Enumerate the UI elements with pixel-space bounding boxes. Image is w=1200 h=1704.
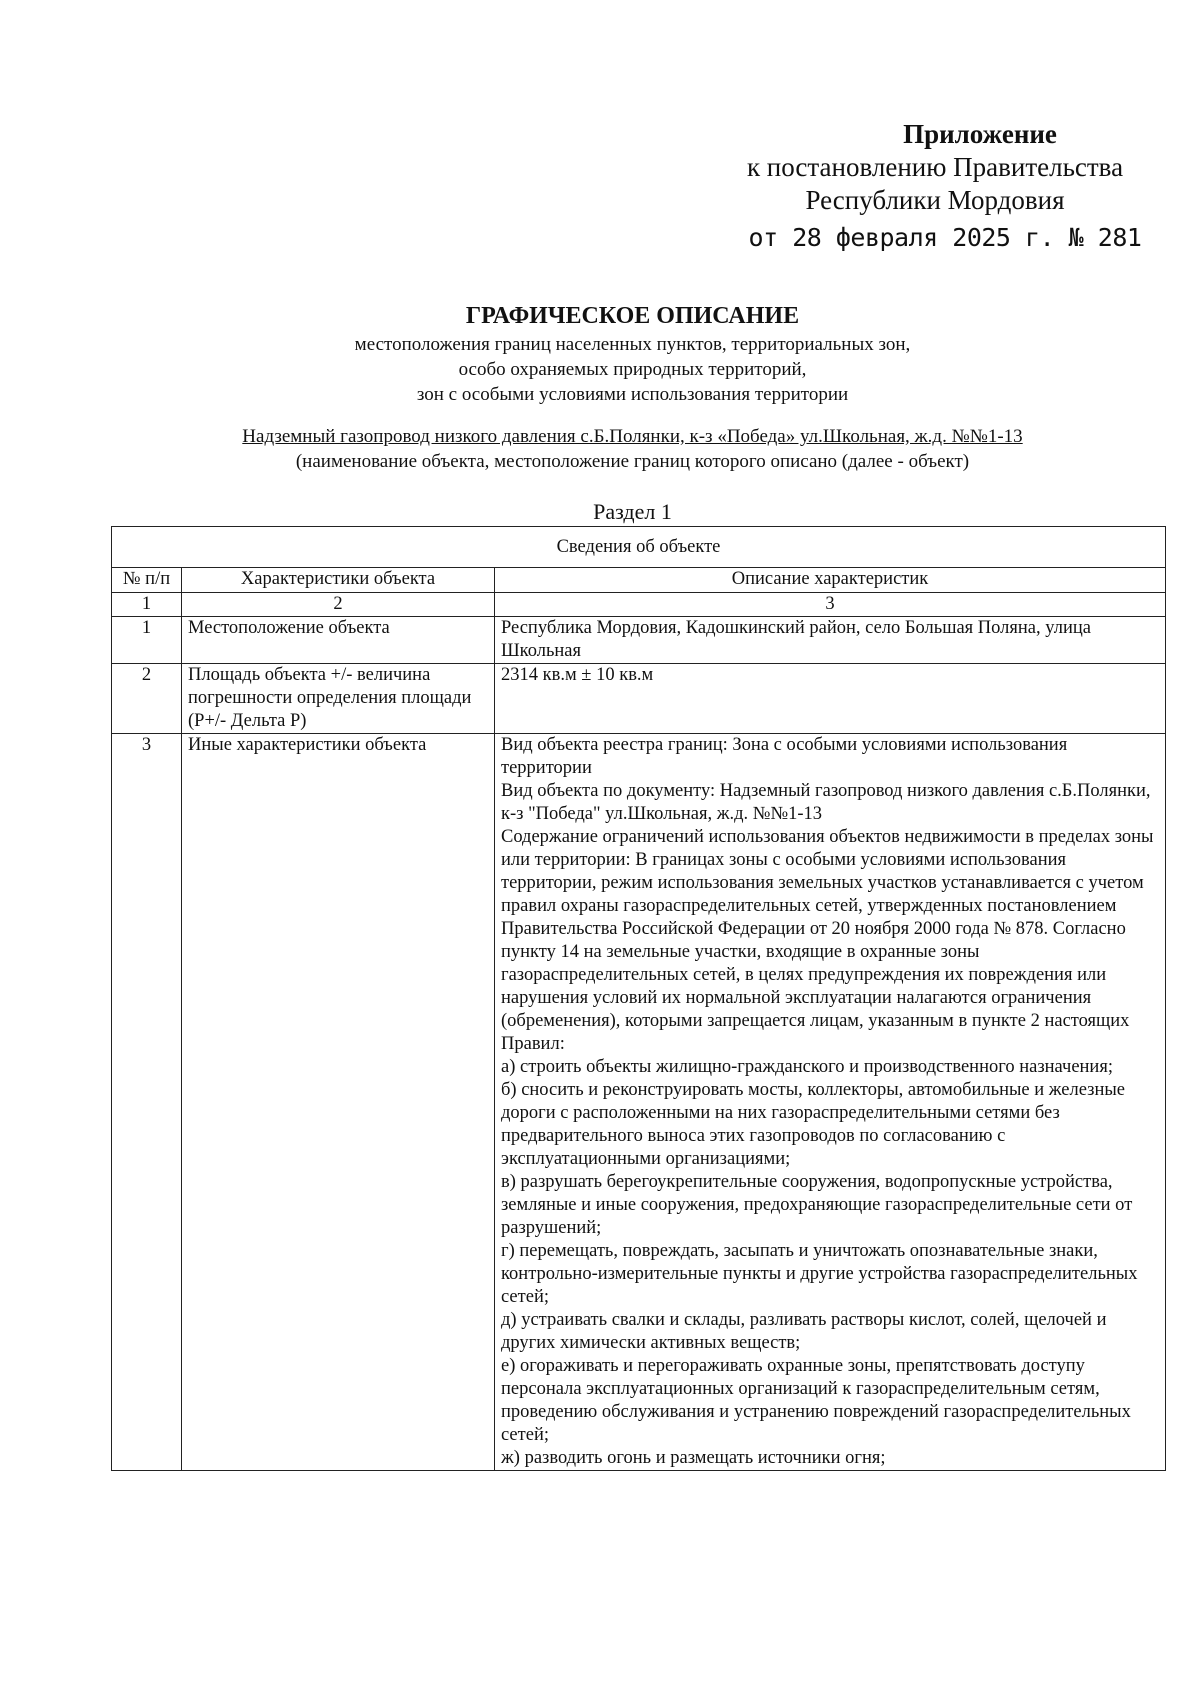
description-paragraph: в) разрушать берегоукрепительные сооружения, водопропускные устройства, земляные и иные сооружения, предохраняющие газораспределительные сети от разрушений;	[501, 1172, 1133, 1238]
description-paragraph: а) строить объекты жилищно-гражданского и производственного назначения;	[501, 1057, 1113, 1077]
appendix-date-line: от 28 февраля 2025 г. № 281	[748, 223, 1142, 252]
appendix-block	[700, 118, 1170, 254]
row-number: 2	[112, 664, 182, 734]
appendix-title: Приложение	[903, 119, 1057, 149]
table-caption-row	[112, 527, 1166, 568]
row-description	[495, 617, 1166, 664]
section-label: Раздел 1	[593, 499, 672, 524]
column-number-2: 2	[182, 593, 495, 617]
description-paragraph: б) сносить и реконструировать мосты, коллекторы, автомобильные и железные дороги с расположенными на них газораспределительными сетями без предварительного выноса этих газопроводов по согласованию с эксплуатационными организациями;	[501, 1080, 1126, 1169]
description-paragraph: Вид объекта реестра границ: Зона с особыми условиями использования территории	[501, 735, 1068, 778]
document-subtitle-3: зон с особыми условиями использования территории	[416, 384, 849, 405]
table-caption: Сведения об объекте	[112, 527, 1166, 568]
description-paragraph: д) устраивать свалки и склады, разливать растворы кислот, солей, щелочей и других химически активных веществ;	[501, 1310, 1107, 1353]
row-characteristic: Площадь объекта +/- величина погрешности определения площади (P+/- Дельта P)	[182, 664, 495, 734]
appendix-line-2: Республики Мордовия	[805, 185, 1065, 215]
description-paragraph: 2314 кв.м ± 10 кв.м	[501, 665, 654, 685]
table-column-numbers-row	[112, 593, 1166, 617]
header-characteristic: Характеристики объекта	[182, 568, 495, 593]
description-paragraph: е) огораживать и перегораживать охранные зоны, препятствовать доступу персонала эксплуатационных организаций к газораспределительным сетям, проведению обслуживания и устранению повреждений газораспределительных сетей;	[501, 1356, 1131, 1445]
object-name: Надземный газопровод низкого давления с.Б.Полянки, к-з «Победа» ул.Школьная, ж.д. №№1-13	[242, 426, 1023, 447]
header-number: № п/п	[112, 568, 182, 593]
document-heading	[100, 300, 1165, 407]
column-number-1: 1	[112, 593, 182, 617]
appendix-line-1: к постановлению Правительства	[746, 152, 1124, 182]
row-number: 3	[112, 734, 182, 1471]
object-block	[100, 424, 1165, 474]
document-subtitle-1: местоположения границ населенных пунктов, территориальных зон,	[354, 334, 911, 355]
description-paragraph: г) перемещать, повреждать, засыпать и уничтожать опознавательные знаки, контрольно-измерительные пункты и другие устройства газораспределительных сетей;	[501, 1241, 1138, 1307]
header-description: Описание характеристик	[495, 568, 1166, 593]
description-paragraph: Содержание ограничений использования объектов недвижимости в пределах зоны или территории: В границах зоны с особыми условиями использования территории, режим использования земельных участков устанавливается с учетом правил охраны газораспределительных сетей, утвержденных постановлением Правительства Российской Федерации от 20 ноября 2000 года № 878. Согласно пункту 14 на земельные участки, входящие в охранные зоны газораспределительных сетей, в целях предупреждения их повреждения или нарушения условий их нормальной эксплуатации налагаются ограничения (обременения), которыми запрещается лицам, указанным в пункте 2 настоящих Правил:	[501, 827, 1154, 1054]
description-paragraph: Вид объекта по документу: Надземный газопровод низкого давления с.Б.Полянки, к-з "Победа" ул.Школьная, ж.д. №№1-13	[501, 781, 1151, 824]
row-description	[495, 664, 1166, 734]
document-title: ГРАФИЧЕСКОЕ ОПИСАНИЕ	[465, 303, 800, 329]
description-paragraph: Республика Мордовия, Кадошкинский район, село Большая Поляна, улица Школьная	[501, 618, 1091, 661]
table-row	[112, 734, 1166, 1471]
row-description	[495, 734, 1166, 1471]
object-caption: (наименование объекта, местоположение границ которого описано (далее - объект)	[295, 451, 970, 472]
row-characteristic: Местоположение объекта	[182, 617, 495, 664]
row-number: 1	[112, 617, 182, 664]
object-info-table	[111, 526, 1166, 1471]
row-characteristic: Иные характеристики объекта	[182, 734, 495, 1471]
description-paragraph: ж) разводить огонь и размещать источники огня;	[501, 1448, 886, 1468]
table-row	[112, 617, 1166, 664]
table-row	[112, 664, 1166, 734]
table-header-row	[112, 568, 1166, 593]
document-subtitle-2: особо охраняемых природных территорий,	[458, 359, 807, 380]
column-number-3: 3	[495, 593, 1166, 617]
